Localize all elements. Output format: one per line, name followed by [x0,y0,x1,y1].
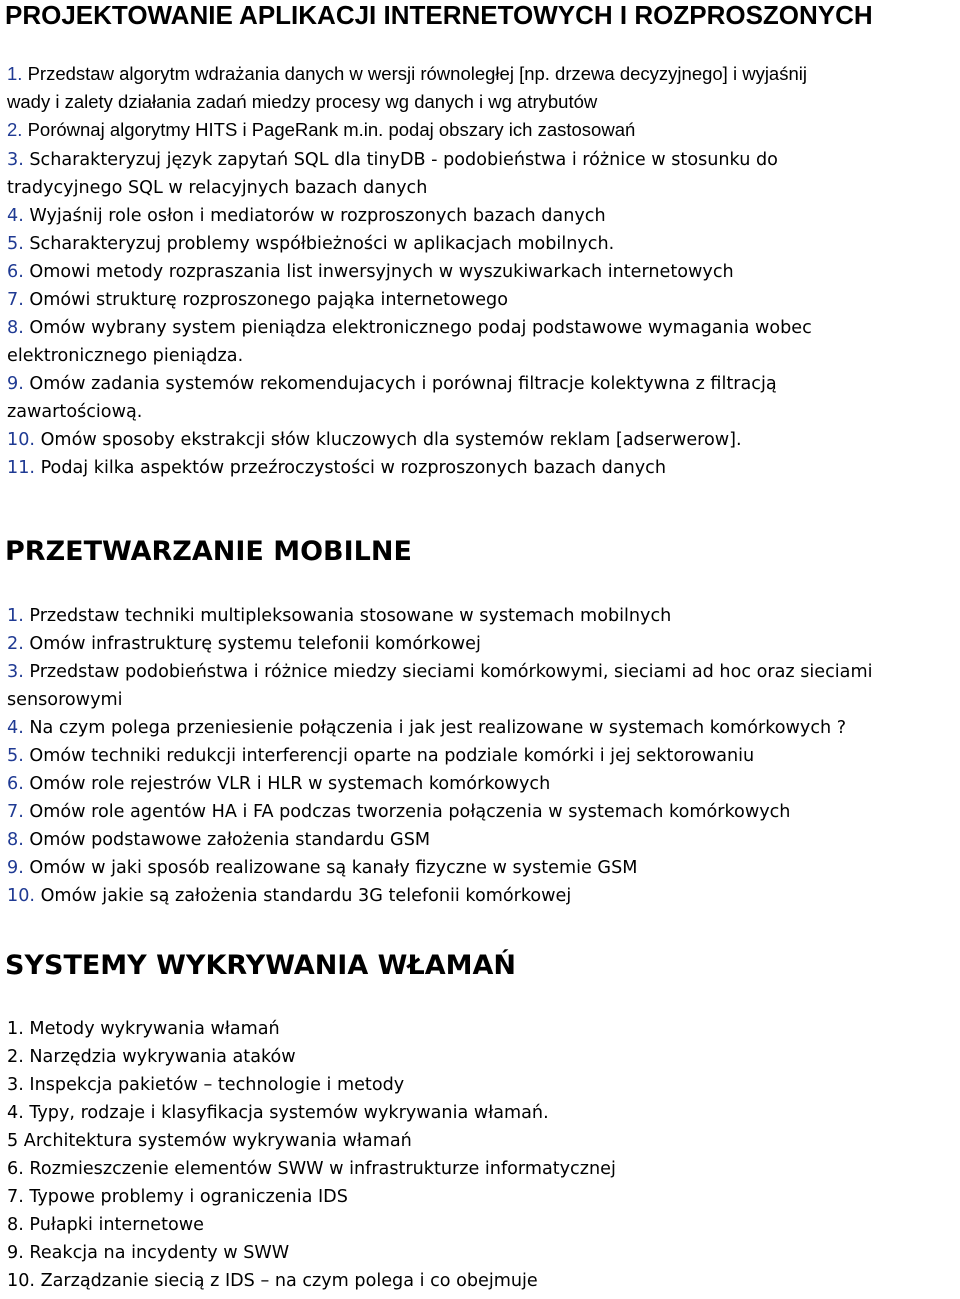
item-text: zawartościową. [7,402,143,422]
list-item [7,428,812,452]
list-item [7,1185,616,1209]
item-text: Podaj kilka aspektów przeźroczystości w rozproszonych bazach danych [34,458,666,478]
item-number: 11. [7,458,35,478]
list-item [7,148,812,172]
item-number: 6. [7,774,24,794]
list-item [7,456,812,480]
item-number: 8. [7,1215,24,1235]
item-text: sensorowymi [7,690,123,710]
item-text: Inspekcja pakietów – technologie i metody [23,1075,405,1095]
item-text: Omów techniki redukcji interferencji oparte na podziale komórki i jej sektorowaniu [23,746,755,766]
item-text: Przedstaw algorytm wdrażania danych w wersji równoległej [np. drzewa decyzyjnego] i wyjaśnij [22,63,807,84]
list-item [7,316,812,340]
list-item [7,344,812,368]
section-heading-mobile: PRZETWARZANIE MOBILNE [5,536,412,567]
item-text: Omów podstawowe założenia standardu GSM [23,830,431,850]
list-item [7,1017,616,1041]
item-text: Pułapki internetowe [23,1215,204,1235]
list-item [7,260,812,284]
item-text: Narzędzia wykrywania ataków [23,1047,296,1067]
item-text: elektronicznego pieniądza. [7,346,244,366]
item-number: 2. [7,634,24,654]
list-item [7,1213,616,1237]
list-item [7,1157,616,1181]
list-item [7,744,872,768]
list-item [7,118,807,142]
item-number: 3. [7,662,24,682]
list-item [7,90,807,114]
item-number: 7. [7,1187,24,1207]
item-number: 6. [7,262,24,282]
item-text: Scharakteryzuj problemy współbieżności w aplikacjach mobilnych. [23,234,615,254]
item-text: Na czym polega przeniesienie połączenia i jak jest realizowane w systemach komórkowych ? [23,718,847,738]
item-text: Omów infrastrukturę systemu telefonii komórkowej [23,634,481,654]
item-text: wady i zalety działania zadań miedzy procesy wg danych i wg atrybutów [7,91,598,112]
list-item [7,62,807,86]
item-number: 5 [7,1131,19,1151]
item-number: 7. [7,290,24,310]
question-list-intrusion-detection [7,1017,616,1297]
item-text: Omów zadania systemów rekomendujacych i porównaj filtracje kolektywna z filtracją [23,374,777,394]
item-number: 9. [7,374,24,394]
list-item [7,176,812,200]
item-text: Omów wybrany system pieniądza elektronicznego podaj podstawowe wymagania wobec [23,318,812,338]
list-item [7,660,872,684]
list-item [7,688,872,712]
item-text: Omów jakie są założenia standardu 3G telefonii komórkowej [34,886,572,906]
item-text: Reakcja na incydenty w SWW [23,1243,290,1263]
item-text: Omów sposoby ekstrakcji słów kluczowych dla systemów reklam [adserwerow]. [34,430,742,450]
item-text: Wyjaśnij role osłon i mediatorów w rozproszonych bazach danych [23,206,606,226]
item-text: Rozmieszczenie elementów SWW w infrastrukturze informatycznej [23,1159,616,1179]
item-text: Architektura systemów wykrywania włamań [18,1131,412,1151]
list-item [7,800,872,824]
list-item [7,828,872,852]
section-heading-intrusion-detection: SYSTEMY WYKRYWANIA WŁAMAŃ [5,950,517,981]
question-list-mobile [7,604,872,912]
item-number: 8. [7,830,24,850]
item-text: Typowe problemy i ograniczenia IDS [23,1187,348,1207]
list-item [7,716,872,740]
question-list-web-apps [7,62,807,142]
item-number: 4. [7,206,24,226]
item-number: 9. [7,858,24,878]
item-number: 4. [7,718,24,738]
list-item [7,204,812,228]
item-text: Przedstaw techniki multipleksowania stosowane w systemach mobilnych [23,606,672,626]
list-item [7,288,812,312]
item-text: Omów w jaki sposób realizowane są kanały fizyczne w systemie GSM [23,858,638,878]
item-text: Przedstaw podobieństwa i różnice miedzy sieciami komórkowymi, sieciami ad hoc oraz sieciami [23,662,873,682]
item-number: 2. [7,119,23,140]
item-number: 1. [7,1019,24,1039]
item-number: 1. [7,606,24,626]
list-item [7,400,812,424]
list-item [7,1269,616,1293]
item-text: Zarządzanie siecią z IDS – na czym polega i co obejmuje [34,1271,538,1291]
item-text: Scharakteryzuj język zapytań SQL dla tinyDB - podobieństwa i różnice w stosunku do [23,150,778,170]
item-number: 10. [7,886,35,906]
list-item [7,372,812,396]
item-text: tradycyjnego SQL w relacyjnych bazach danych [7,178,428,198]
list-item [7,856,872,880]
list-item [7,1241,616,1265]
section-heading-web-apps: PROJEKTOWANIE APLIKACJI INTERNETOWYCH I ROZPROSZONYCH [5,0,873,30]
item-text: Omówi strukturę rozproszonego pająka internetowego [23,290,508,310]
list-item [7,884,872,908]
item-number: 3. [7,150,24,170]
list-item [7,1073,616,1097]
item-number: 9. [7,1243,24,1263]
item-number: 10. [7,1271,35,1291]
list-item [7,232,812,256]
item-number: 5. [7,746,24,766]
item-text: Omów role rejestrów VLR i HLR w systemach komórkowych [23,774,551,794]
item-number: 8. [7,318,24,338]
item-number: 4. [7,1103,24,1123]
item-text: Porównaj algorytmy HITS i PageRank m.in. podaj obszary ich zastosowań [22,119,636,140]
list-item [7,1045,616,1069]
item-text: Omowi metody rozpraszania list inwersyjnych w wyszukiwarkach internetowych [23,262,734,282]
item-text: Typy, rodzaje i klasyfikacja systemów wykrywania włamań. [23,1103,549,1123]
item-number: 5. [7,234,24,254]
item-number: 1. [7,63,23,84]
list-item [7,1129,616,1153]
item-text: Omów role agentów HA i FA podczas tworzenia połączenia w systemach komórkowych [23,802,791,822]
item-number: 7. [7,802,24,822]
question-list-web-apps-cont [7,148,812,484]
list-item [7,1101,616,1125]
item-number: 2. [7,1047,24,1067]
item-number: 6. [7,1159,24,1179]
item-number: 3. [7,1075,24,1095]
list-item [7,604,872,628]
item-number: 10. [7,430,35,450]
list-item [7,772,872,796]
list-item [7,632,872,656]
item-text: Metody wykrywania włamań [23,1019,280,1039]
